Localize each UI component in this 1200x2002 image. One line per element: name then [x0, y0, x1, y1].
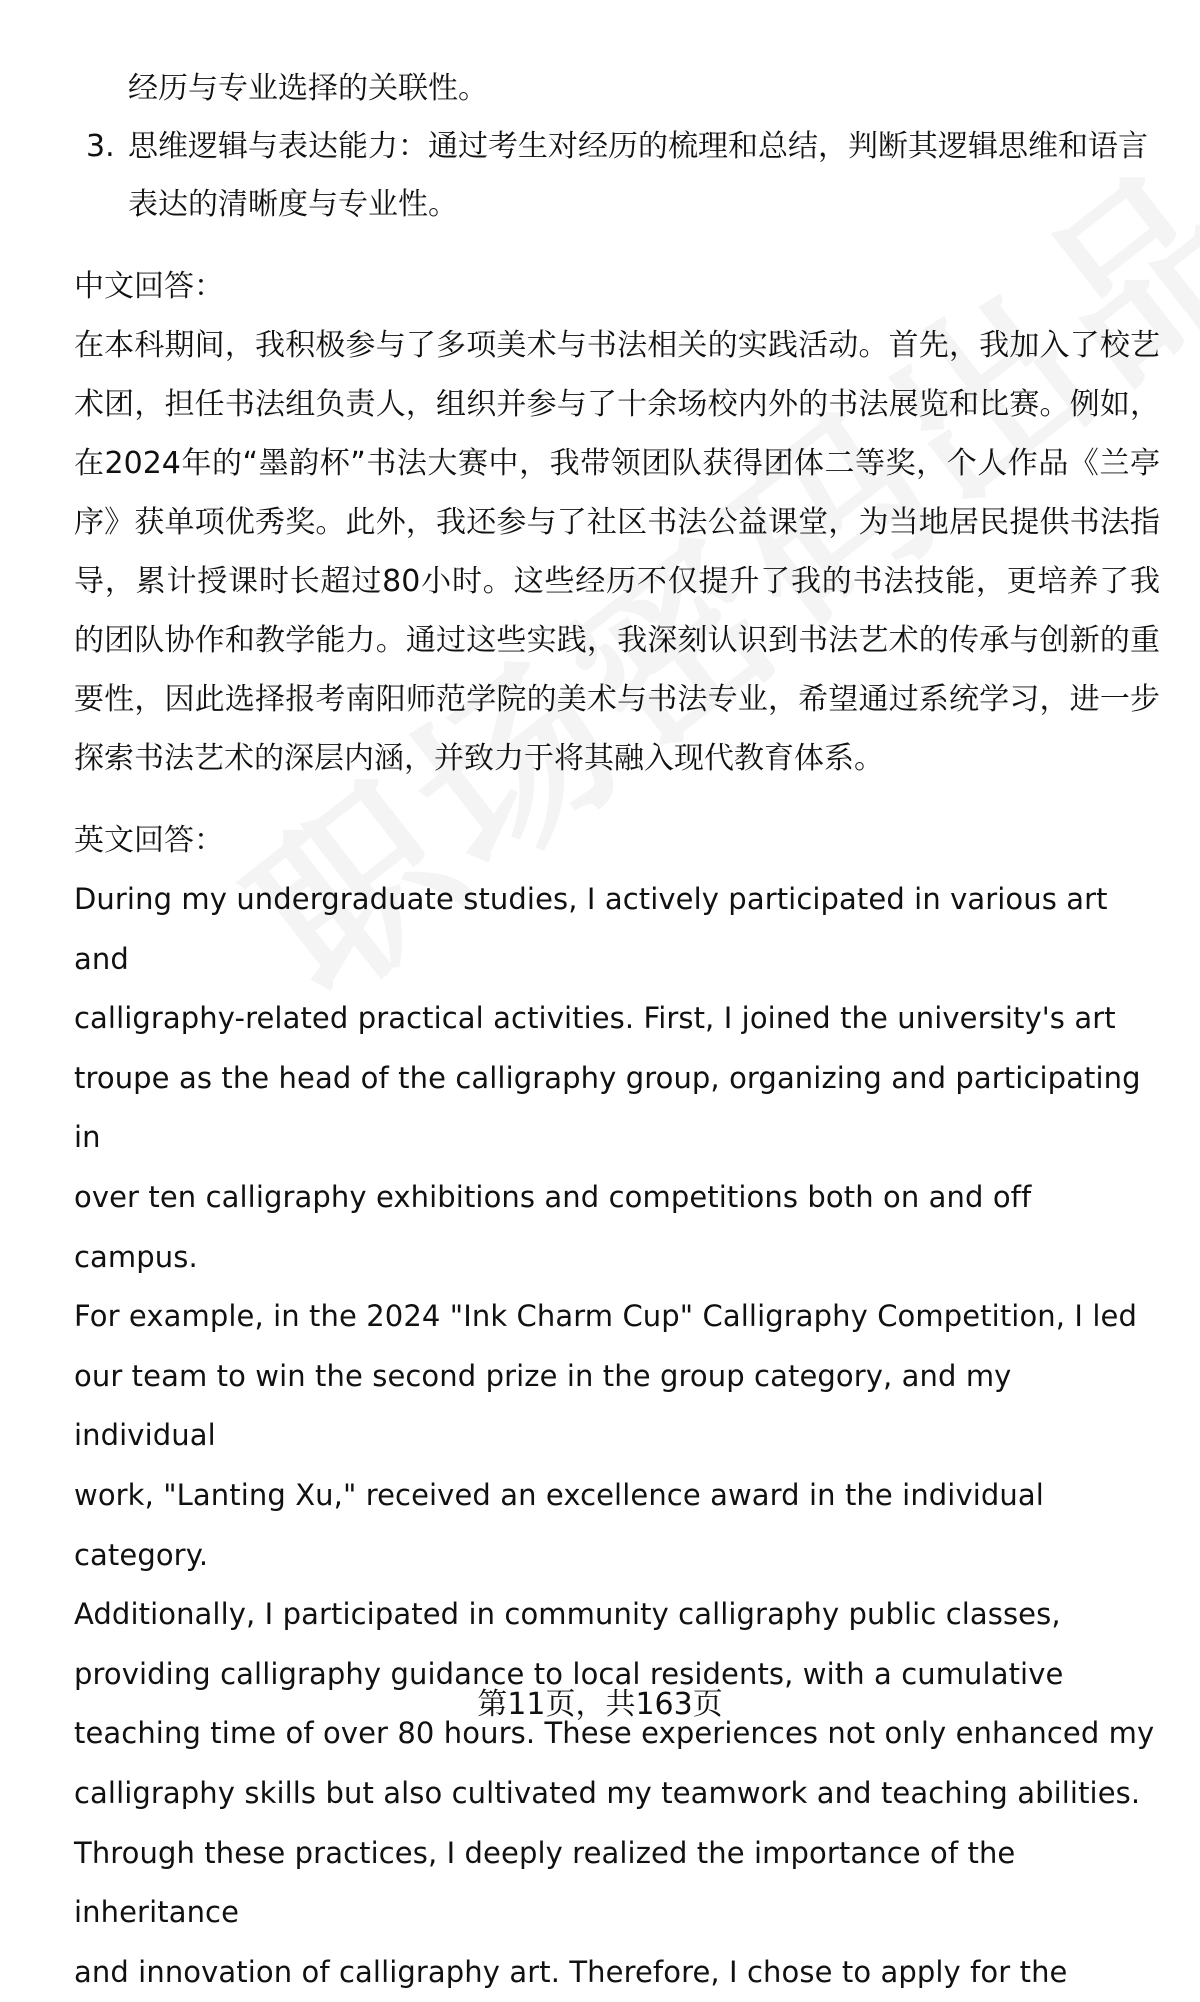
english-line: and innovation of calligraphy art. Therefore, I chose to apply for the [74, 1954, 1068, 1989]
english-line: teaching time of over 80 hours. These experiences not only enhanced my [74, 1716, 1155, 1751]
english-line: During my undergraduate studies, I actively participated in various art and [74, 882, 1108, 976]
list-item-continuation: 经历与专业选择的关联性。 [128, 71, 488, 106]
english-line: troupe as the head of the calligraphy group, organizing and participating in [74, 1060, 1141, 1155]
english-line: calligraphy skills but also cultivated my teamwork and teaching abilities. [74, 1775, 1141, 1810]
chinese-answer-heading: 中文回答： [74, 269, 224, 304]
chinese-answer-body: 在本科期间，我积极参与了多项美术与书法相关的实践活动。首先，我加入了校艺术团，担任书法组负责人，组织并参与了十余场校内外的书法展览和比赛。例如，在2024年的“墨韵杯”书法大赛中，我带领团队获得团体二等奖，个人作品《兰亭序》获单项优秀奖。此外，我还参与了社区书法公益课堂，为当地居民提供书法指导，累计授课时长超过80小时。这些经历不仅提升了我的书法技能，更培养了我的团队协作和教学能力。通过这些实践，我深刻认识到书法艺术的传承与创新的重要性，因此选择报考南阳师范学院的美术与书法专业，希望通过系统学习，进一步探索书法艺术的深层内涵，并致力于将其融入现代教育体系。 [74, 328, 1160, 776]
english-answer-body [74, 870, 1160, 2002]
list-item-3 [74, 118, 1160, 234]
english-line: our team to win the second prize in the group category, and my individual [74, 1358, 1012, 1453]
english-line: over ten calligraphy exhibitions and competitions both on and off campus. [74, 1179, 1032, 1274]
english-answer-heading: 英文回答： [74, 823, 224, 858]
list-item-text: 思维逻辑与表达能力：通过考生对经历的梳理和总结，判断其逻辑思维和语言表达的清晰度与专业性。 [128, 129, 1148, 222]
english-line: work, "Lanting Xu," received an excellence award in the individual category. [74, 1477, 1044, 1572]
list-number: 3. [86, 129, 115, 164]
english-line: Through these practices, I deeply realized the importance of the inheritance [74, 1835, 1016, 1930]
english-line: Additionally, I participated in community calligraphy public classes, [74, 1597, 1061, 1632]
english-line: providing calligraphy guidance to local residents, with a cumulative [74, 1656, 1064, 1691]
english-line: calligraphy-related practical activities. First, I joined the university's art [74, 1001, 1116, 1036]
page-number-footer: 第11页，共163页 [477, 1687, 723, 1722]
english-line: For example, in the 2024 "Ink Charm Cup" Calligraphy Competition, I led [74, 1299, 1137, 1334]
